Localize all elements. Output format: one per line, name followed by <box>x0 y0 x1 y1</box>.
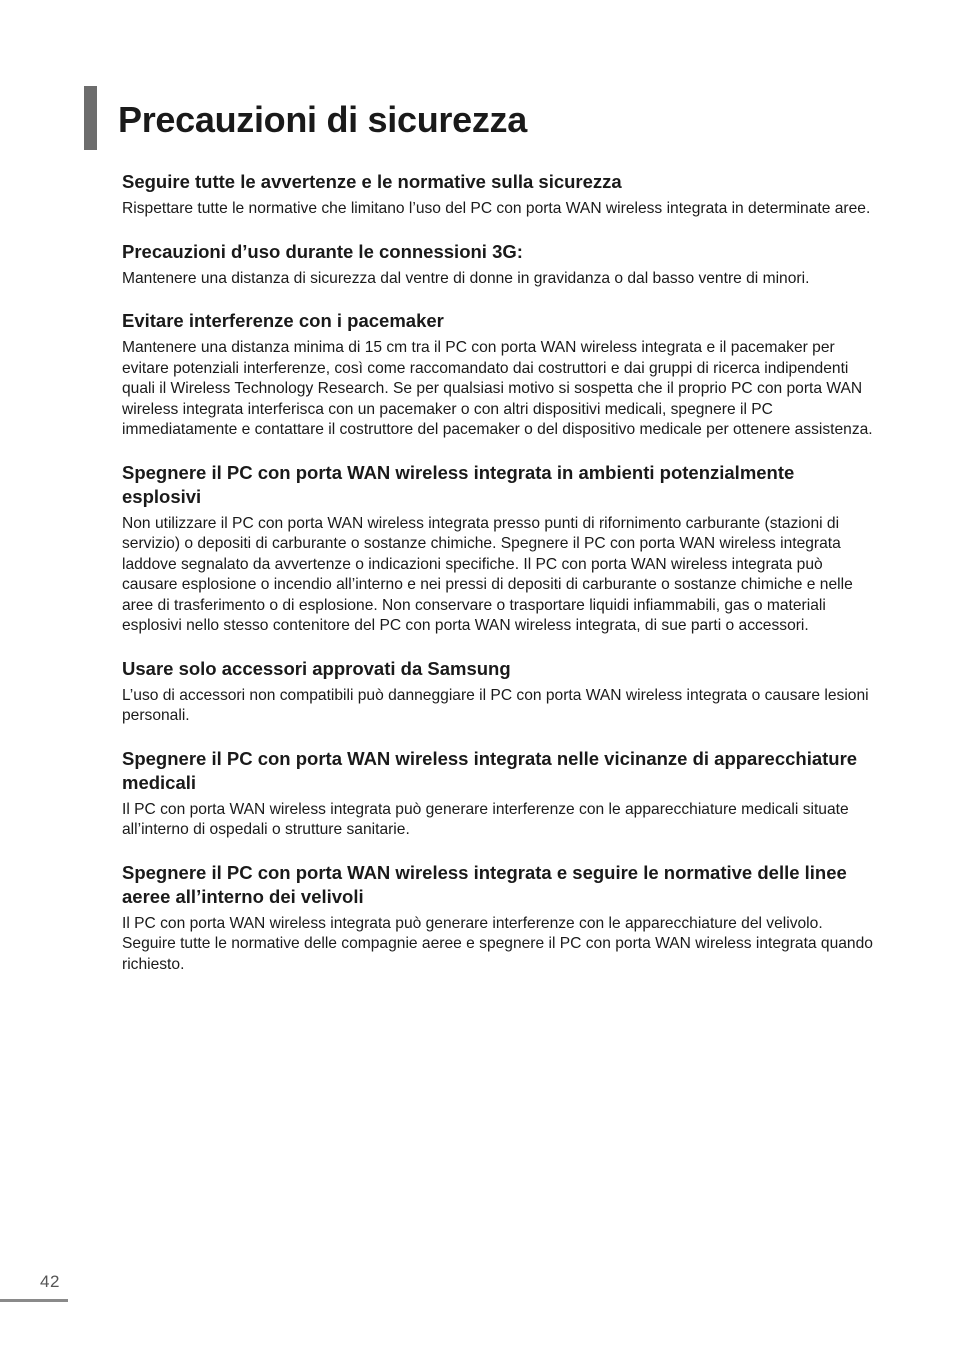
section-heading: Usare solo accessori approvati da Samsung <box>122 657 511 679</box>
section-heading: Seguire tutte le avvertenze e le normative sulla sicurezza <box>122 171 622 192</box>
page-number: 42 <box>40 1272 60 1291</box>
page-number-rule <box>0 1299 68 1302</box>
section-body: Rispettare tutte le normative che limitano l’uso del PC con porta WAN wireless integrata in determinate aree. <box>122 200 871 217</box>
section-heading: Spegnere il PC con porta WAN wireless integrata in ambienti potenzialmente esplosivi <box>122 461 795 507</box>
section-body: Il PC con porta WAN wireless integrata può generare interferenze con le apparecchiature medicali situate all’interno di ospedali o strutture sanitarie. <box>122 800 849 838</box>
section-3g-precautions <box>122 240 874 290</box>
section-body: Mantenere una distanza di sicurezza dal ventre di donne in gravidanza o dal basso ventre di minori. <box>122 269 810 287</box>
section-heading: Evitare interferenze con i pacemaker <box>122 310 444 331</box>
section-pacemaker <box>122 309 874 441</box>
section-body: Il PC con porta WAN wireless integrata può generare interferenze con le apparecchiature del velivolo. Seguire tutte le normative delle compagnie aeree e spegnere il PC con porta WAN wireless integrata quando richiesto. <box>122 914 873 973</box>
title-accent-bar <box>84 86 97 150</box>
section-safety-regulations <box>122 170 874 220</box>
section-medical-equipment <box>122 747 874 841</box>
page-title: Precauzioni di sicurezza <box>118 99 527 140</box>
section-heading: Spegnere il PC con porta WAN wireless integrata e seguire le normative delle linee aeree all’interno dei velivoli <box>122 861 847 907</box>
section-aircraft <box>122 861 874 976</box>
section-heading: Precauzioni d’uso durante le connessioni 3G: <box>122 240 523 262</box>
section-heading: Spegnere il PC con porta WAN wireless integrata nelle vicinanze di apparecchiature medicali <box>122 747 858 793</box>
section-approved-accessories <box>122 657 874 727</box>
content <box>122 170 874 995</box>
section-body: L’uso di accessori non compatibili può danneggiare il PC con porta WAN wireless integrata o causare lesioni personali. <box>122 686 869 724</box>
section-body: Mantenere una distanza minima di 15 cm tra il PC con porta WAN wireless integrata e il pacemaker per evitare potenziali interferenze, così come raccomandato dai costruttori e dai gruppi di ricerca indipendenti quali il Wireless Technology Research. Se per qualsiasi motivo si sospetta che il proprio PC con porta WAN wireless integrata interferisca con un pacemaker o con altri dispositivi medicali, spegnere il PC immediatamente e contattare il costruttore del pacemaker o del dispositivo medicale per ottenere assistenza. <box>122 339 873 438</box>
section-explosive-environments <box>122 461 874 637</box>
section-body: Non utilizzare il PC con porta WAN wireless integrata presso punti di rifornimento carburante (stazioni di servizio) o depositi di carburante o sostanze chimiche. Spegnere il PC con porta WAN wireless integrata laddove segnalato da avvertenze o indicazioni specifiche. Il PC con porta WAN wireless integrata può causare esplosione o incendio all’interno e nei pressi di depositi di carburante o sostanze chimiche e nelle aree di trasferimento o di esplosione. Non conservare o trasportare liquidi infiammabili, gas o materiali esplosivi nello stesso contenitore del PC con porta WAN wireless integrata, di sue parti o accessori. <box>122 514 853 634</box>
